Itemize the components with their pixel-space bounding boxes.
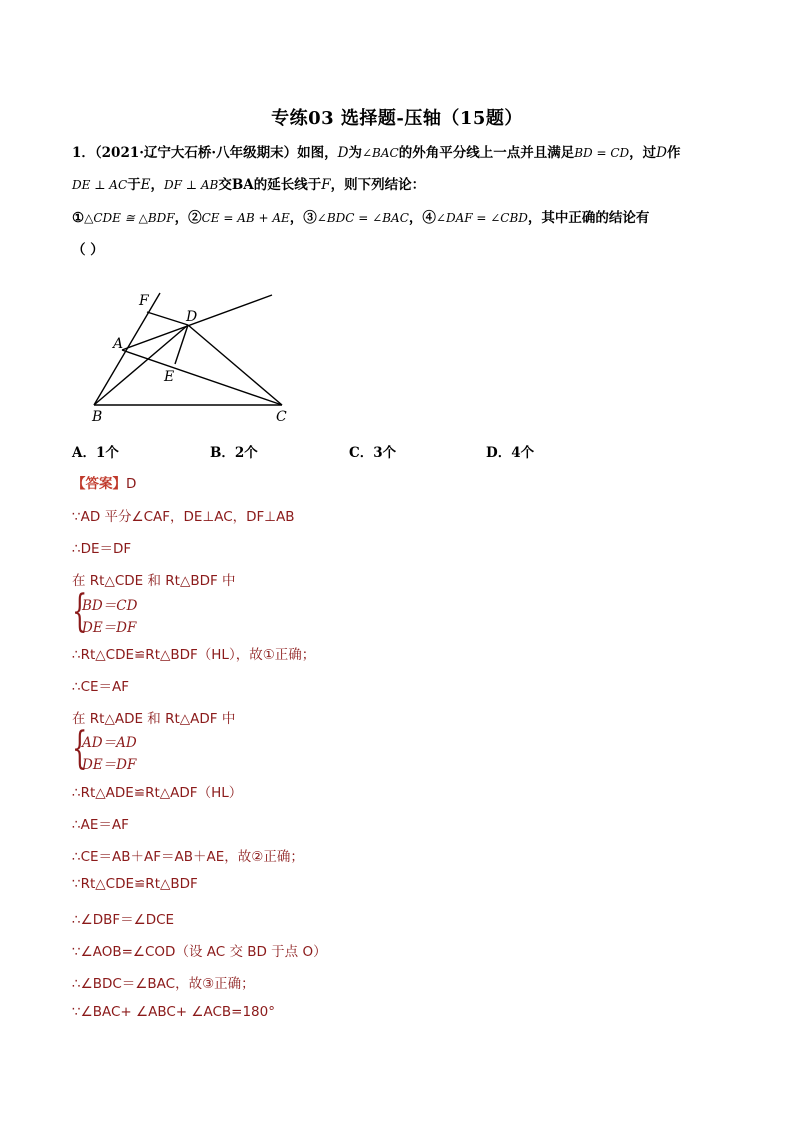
separator: ， (174, 210, 189, 226)
math-perp: DE ⊥ AC (72, 178, 128, 192)
question-source: （2021·辽宁大石桥·八年级期末） (94, 145, 298, 161)
solution-step: ∴CE＝AB＋AF＝AB＋AE，故②正确； (72, 849, 304, 865)
answer-value: D (126, 476, 137, 492)
question-text: 于 (127, 177, 141, 193)
statement-number: ④ (422, 210, 436, 226)
label-C: C (276, 409, 287, 425)
question-text: ，过 (629, 145, 657, 161)
solution-step: ∴AE＝AF (72, 817, 129, 833)
question-text: 如图， (297, 145, 338, 161)
math-var: F (321, 177, 331, 193)
question-text: 交 (218, 177, 232, 193)
answer-tag: 【答案】 (72, 476, 126, 492)
equation: AD＝AD (82, 735, 137, 751)
segment-BF (94, 293, 160, 405)
solution-step: ∴DE＝DF (72, 541, 132, 557)
solution-step: ∵Rt△CDE≌Rt△BDF (72, 876, 198, 892)
question-line-3 (72, 208, 649, 228)
solution-step: ∵AD 平分∠CAF，DE⊥AC，DF⊥AB (72, 509, 295, 525)
question-text: ，则下列结论： (330, 177, 426, 193)
question-text: 作 (666, 145, 681, 161)
question-text: 的外角平分线上一点并且满足 (398, 145, 575, 161)
solution-step: ∵∠BAC+ ∠ABC+ ∠ACB=180° (72, 1004, 275, 1020)
solution-step: 在 Rt△CDE 和 Rt△BDF 中 (72, 573, 236, 589)
question-text: 为 (348, 145, 362, 161)
solution-step: 在 Rt△ADE 和 Rt△ADF 中 (72, 711, 236, 727)
option-d[interactable]: D．4个 (486, 445, 535, 461)
segment-DC (188, 325, 282, 405)
statement-2: CE = AB + AE (201, 211, 290, 225)
statement-number: ① (72, 210, 85, 226)
brace: { (72, 723, 88, 774)
statement-1: △CDE ≅ △BDF (84, 211, 175, 225)
math-angle: ∠BAC (361, 146, 399, 160)
label-A: A (113, 336, 124, 352)
page-title: 专练03 选择题-压轴（15题） (271, 108, 523, 129)
label-E: E (164, 369, 175, 385)
label-F: F (139, 293, 149, 309)
question-line-1 (72, 143, 680, 163)
segment-BD (94, 325, 188, 405)
equation: BD＝CD (82, 598, 138, 614)
solution-step: ∴Rt△ADE≌Rt△ADF（HL） (72, 785, 243, 801)
answer-heading (72, 472, 136, 492)
option-b[interactable]: B．2个 (210, 445, 258, 461)
math-equation: BD = CD (574, 146, 630, 160)
solution-step: ∴∠DBF＝∠DCE (72, 912, 175, 928)
math-var: D (337, 145, 349, 161)
segment-AC (122, 350, 282, 405)
answer-parentheses: （ ） (72, 242, 104, 258)
math-var: BA (231, 177, 254, 193)
geometry-figure (80, 285, 300, 425)
statement-3: ∠BDC = ∠BAC (316, 211, 409, 225)
label-B: B (92, 409, 103, 425)
solution-step: ∵∠AOB=∠COD（设 AC 交 BD 于点 O） (72, 944, 327, 960)
separator: ， (289, 210, 304, 226)
segment-DF (147, 312, 188, 325)
statement-4: ∠DAF = ∠CBD (435, 211, 528, 225)
label-D: D (186, 309, 198, 325)
question-line-2 (72, 175, 425, 195)
solution-step: ∴∠BDC＝∠BAC，故③正确； (72, 976, 255, 992)
option-c[interactable]: C．3个 (349, 445, 397, 461)
solution-step: ∴Rt△CDE≌Rt△BDF（HL），故①正确； (72, 647, 316, 663)
question-number: 1． (72, 145, 95, 161)
equation: DE＝DF (82, 757, 137, 773)
separator: ， (408, 210, 423, 226)
equation: DE＝DF (82, 620, 137, 636)
math-var: E (140, 177, 151, 193)
question-text: ，其中正确的结论有 (527, 210, 650, 226)
option-a[interactable]: A．1个 (72, 445, 119, 461)
statement-number: ③ (303, 210, 317, 226)
math-perp: DF ⊥ AB (164, 178, 219, 192)
math-var: D (656, 145, 667, 161)
question-text: 的延长线于 (253, 177, 322, 193)
statement-number: ② (188, 210, 202, 226)
brace: { (72, 586, 88, 637)
solution-step: ∴CE＝AF (72, 679, 130, 695)
question-text: ， (150, 177, 165, 193)
